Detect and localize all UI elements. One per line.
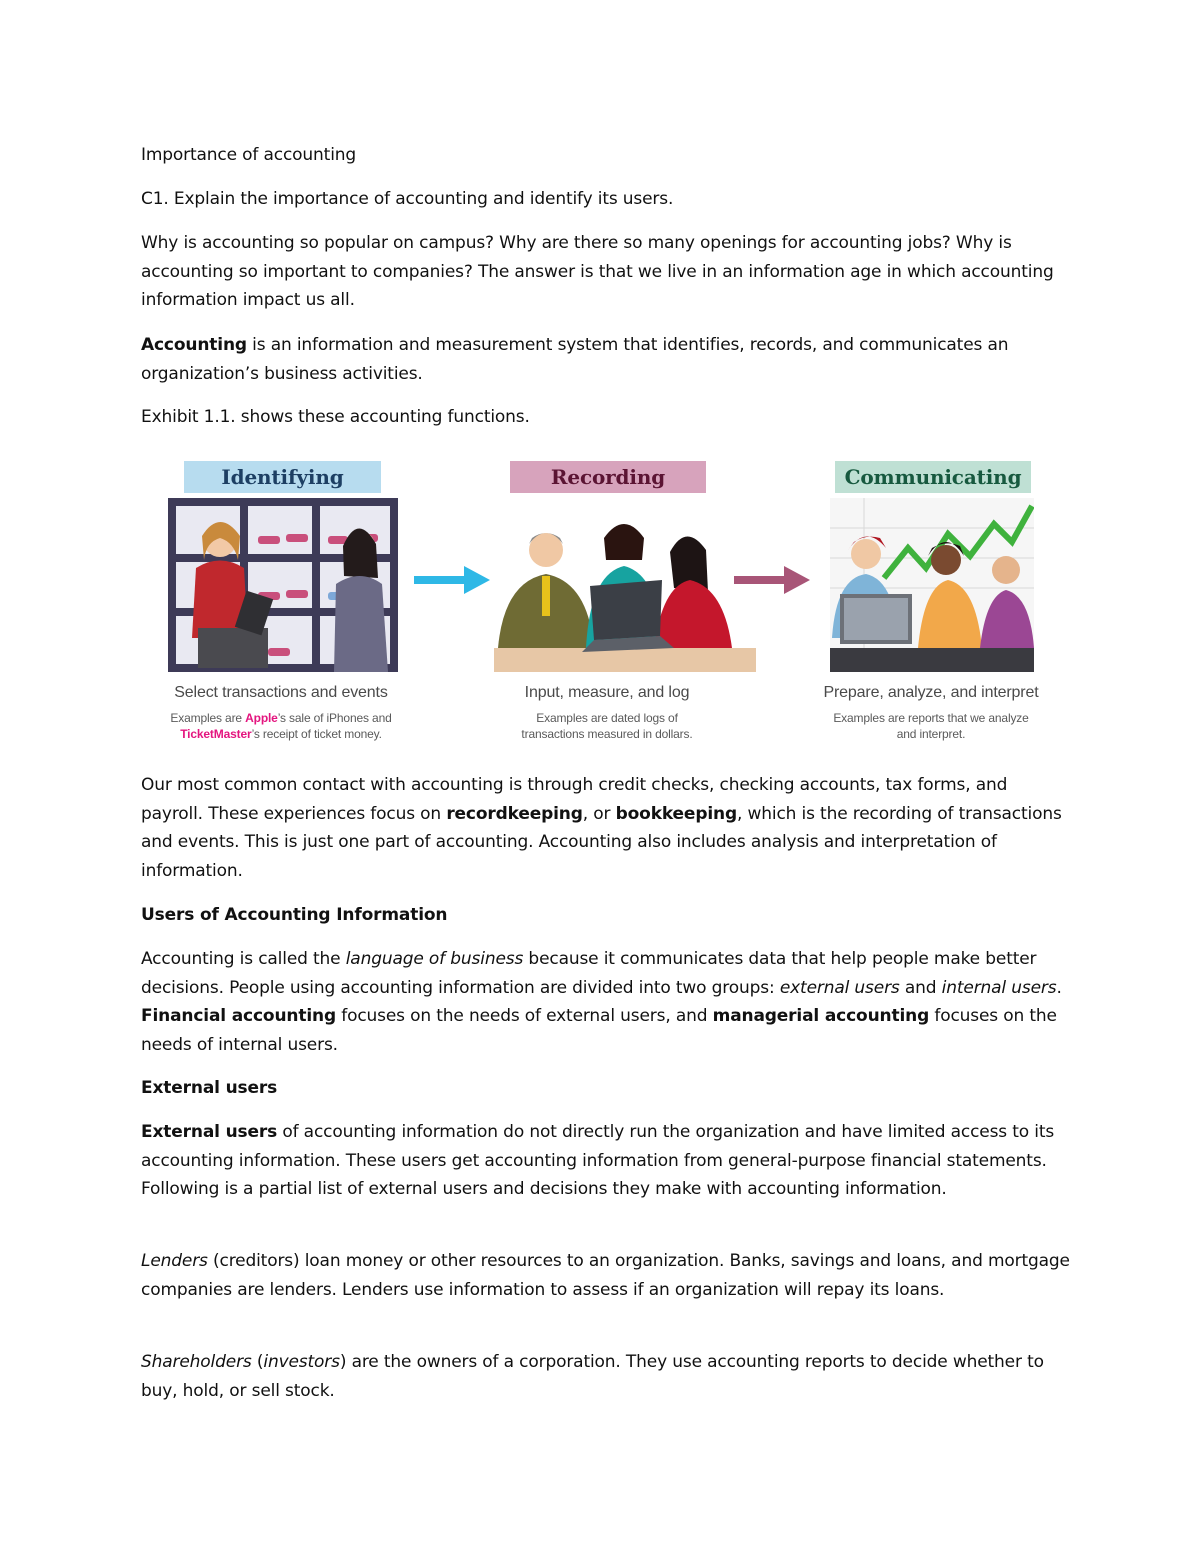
lenders-paragraph: Lenders (creditors) loan money or other resources to an organization. Banks, savings and loans, and mortgage companies are lenders. Lenders use information to assess if an organization will repay its loans. [141,1251,1070,1300]
learning-objective: C1. Explain the importance of accounting and identify its users. [141,189,674,209]
accounting-definition [141,331,1071,388]
brand-apple: Apple [245,711,278,725]
subcaption-communicating: Examples are reports that we analyze and interpret. [833,711,1029,741]
term-accounting: Accounting [141,335,247,355]
banner-identifying: Identifying [184,461,381,493]
caption-communicating: Prepare, analyze, and interpret [823,684,1039,701]
heading-users-of-accounting-information: Users of Accounting Information [141,905,448,925]
identifying-illustration [168,498,398,672]
arrow-right-icon [734,566,810,594]
definition-text: is an information and measurement system that identifies, records, and communicates an organization’s business activities. [141,335,1009,384]
caption-identifying: Select transactions and events [174,684,388,701]
shareholders-paragraph: Shareholders (investors) are the owners of a corporation. They use accounting reports to decide whether to buy, hold, or sell stock. [141,1352,1044,1401]
exhibit-intro: Exhibit 1.1. shows these accounting functions. [141,407,530,427]
arrow-right-icon [414,566,490,594]
term-bookkeeping: bookkeeping [615,803,737,824]
term-managerial-accounting: managerial accounting [712,1006,930,1026]
page-title: Importance of accounting [141,145,357,165]
brand-ticketmaster: TicketMaster [180,727,252,741]
users-paragraph: Accounting is called the language of business because it communicates data that help people make better decisions. People using accounting information are divided into two groups: external users and internal users. Financial accounting focuses on the needs of external users, and managerial accounting focuses on the needs of internal users. [141,949,1062,1055]
recording-illustration [494,498,756,672]
intro-paragraph: Why is accounting so popular on campus? Why are there so many openings for accounting jobs? Why is accounting so important to companies? The answer is that we live in an information age in which accounting information impact us all. [141,233,1054,310]
subcaption-recording: Examples are dated logs of transactions measured in dollars. [521,711,693,741]
banner-communicating: Communicating [835,461,1031,493]
contact-paragraph: Our most common contact with accounting is through credit checks, checking accounts, tax forms, and payroll. These experiences focus on recordkeeping, or bookkeeping, which is the recording of transactions and events. This is just one part of accounting. Accounting also includes analysis and interpretation of information. [141,775,1062,881]
exhibit-accounting-functions [150,450,1060,750]
caption-recording: Input, measure, and log [524,684,690,701]
external-users-paragraph: External users of accounting information do not directly run the organization and have limited access to its accounting information. These users get accounting information from general-purpose financial statements. Following is a partial list of external users and decisions they make with accounting information. [141,1122,1055,1199]
subcaption-identifying: Examples are Apple’s sale of iPhones and TicketMaster’s receipt of ticket money. [170,711,392,741]
term-financial-accounting: Financial accounting [141,1006,336,1026]
heading-external-users: External users [141,1078,278,1098]
term-external-users: External users [141,1122,278,1142]
communicating-illustration [830,498,1034,672]
term-recordkeeping: recordkeeping [446,803,583,824]
banner-recording: Recording [510,461,706,493]
